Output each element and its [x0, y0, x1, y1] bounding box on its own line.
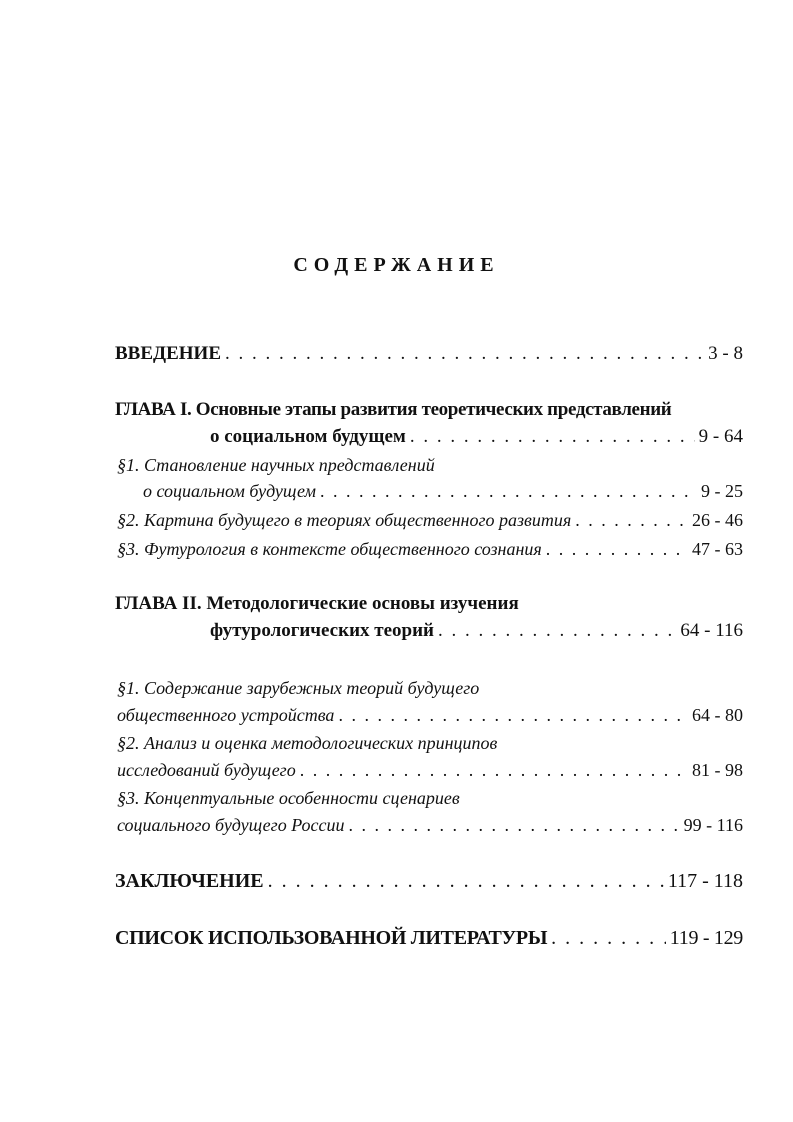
toc-leader-dots: [349, 816, 680, 834]
toc-entry-label: исследований будущего: [117, 760, 296, 780]
toc-entry-pages: 26 - 46: [692, 510, 743, 530]
toc-entry-pages: 64 - 116: [680, 620, 743, 641]
toc-entry-ch1-sec1: [143, 482, 743, 500]
toc-leader-dots: [320, 482, 697, 500]
toc-entry-pages: 117 - 118: [667, 870, 743, 892]
page-title: СОДЕРЖАНИЕ: [293, 254, 500, 276]
toc-entry-bibliography: [115, 928, 743, 948]
toc-entry-label: социального будущего России: [117, 815, 345, 835]
toc-entry-ch1-sec2: [117, 511, 743, 529]
toc-leader-dots: [551, 928, 666, 948]
toc-leader-dots: [575, 511, 688, 529]
toc-entry-pages: 3 - 8: [708, 343, 743, 364]
toc-leader-dots: [438, 621, 676, 640]
chapter-2-heading: ГЛАВА II. Методологические основы изучения: [115, 593, 519, 614]
chapter-2-section-3-heading: §3. Концептуальные особенности сценариев: [117, 788, 460, 808]
toc-entry-label: ВВЕДЕНИЕ: [115, 343, 221, 364]
toc-entry-chapter-2: [210, 621, 743, 640]
toc-entry-pages: 99 - 116: [683, 815, 743, 835]
toc-entry-conclusion: [115, 871, 743, 891]
toc-leader-dots: [338, 706, 688, 724]
toc-leader-dots: [300, 761, 688, 779]
toc-entry-pages: 9 - 25: [701, 481, 743, 501]
toc-entry-ch2-sec1: [117, 706, 743, 724]
toc-entry-label: СПИСОК ИСПОЛЬЗОВАННОЙ ЛИТЕРАТУРЫ: [115, 927, 548, 949]
toc-entry-label: общественного устройства: [117, 705, 335, 725]
toc-entry-ch2-sec3: [117, 816, 743, 834]
toc-entry-ch1-sec3: [117, 540, 743, 558]
toc-entry-label: §3. Футурология в контексте общественного сознания: [117, 539, 542, 559]
toc-entry-pages: 64 - 80: [692, 705, 743, 725]
toc-entry-pages: 119 - 129: [669, 927, 743, 949]
toc-entry-pages: 47 - 63: [692, 539, 743, 559]
chapter-1-heading: ГЛАВА I. Основные этапы развития теоретических представлений: [115, 399, 672, 420]
toc-entry-pages: 9 - 64: [698, 426, 743, 447]
toc-leader-dots: [410, 427, 695, 446]
toc-entry-label: футурологических теорий: [210, 620, 434, 641]
chapter-1-section-1-heading: §1. Становление научных представлений: [117, 455, 435, 475]
toc-entry-label: §2. Картина будущего в теориях общественного развития: [117, 510, 572, 530]
toc-leader-dots: [268, 871, 664, 891]
toc-entry-pages: 81 - 98: [692, 760, 743, 780]
toc-entry-intro: [115, 344, 743, 363]
toc-entry-chapter-1: [210, 427, 743, 446]
chapter-2-section-1-heading: §1. Содержание зарубежных теорий будущего: [117, 678, 480, 698]
toc-entry-label: о социальном будущем: [143, 481, 316, 501]
toc-leader-dots: [225, 344, 704, 363]
toc-entry-label: о социальном будущем: [210, 426, 406, 447]
toc-entry-label: ЗАКЛЮЧЕНИЕ: [115, 870, 264, 892]
toc-entry-ch2-sec2: [117, 761, 743, 779]
chapter-2-section-2-heading: §2. Анализ и оценка методологических принципов: [117, 733, 498, 753]
toc-leader-dots: [546, 540, 688, 558]
